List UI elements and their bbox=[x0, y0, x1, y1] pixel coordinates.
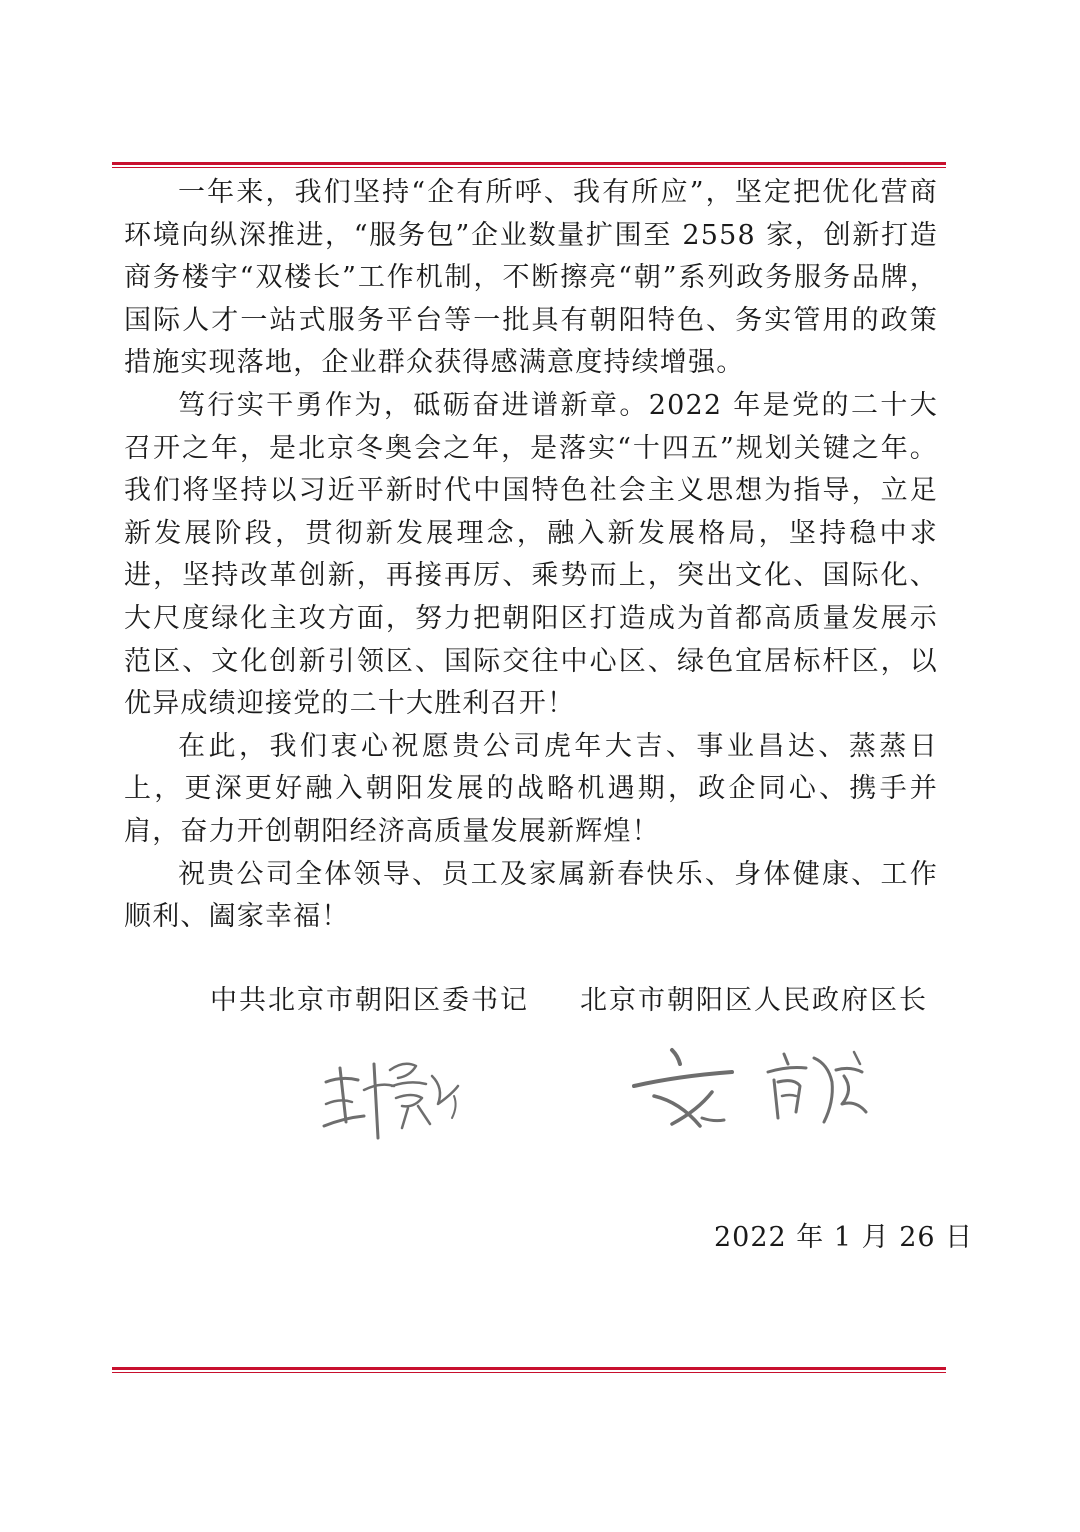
top-rule-thick-line bbox=[112, 162, 946, 165]
signer-title-party-secretary: 中共北京市朝阳区委书记 bbox=[210, 985, 529, 1016]
paragraph-1: 一年来，我们坚持“企有所呼、我有所应”，坚定把优化营商环境向纵深推进，“服务包”企业数量扩围至 2558 家，创新打造商务楼宇“双楼长”工作机制，不断擦亮“朝”系列政务服务品牌，国际人才一站式服务平台等一批具有朝阳特色、务实管用的政策措施实现落地，企业群众获得感满意度持续增强。 bbox=[124, 177, 938, 379]
paragraph-2: 笃行实干勇作为，砥砺奋进谱新章。2022 年是党的二十大召开之年，是北京冬奥会之年，是落实“十四五”规划关键之年。我们将坚持以习近平新时代中国特色社会主义思想为指导，立足新发展阶段，贯彻新发展理念，融入新发展格局，坚持稳中求进，坚持改革创新，再接再厉、乘势而上，突出文化、国际化、大尺度绿化主攻方面，努力把朝阳区打造成为首都高质量发展示范区、文化创新引领区、国际交往中心区、绿色宜居标杆区，以优异成绩迎接党的二十大胜利召开！ bbox=[124, 389, 938, 720]
handwritten-signature-left bbox=[318, 1046, 468, 1146]
letter-date: 2022 年 1 月 26 日 bbox=[714, 1222, 974, 1253]
handwritten-signature-right bbox=[628, 1042, 878, 1132]
letter-body bbox=[124, 172, 938, 939]
top-rule-thin-line bbox=[112, 167, 946, 168]
signer-titles bbox=[0, 978, 1080, 1028]
bottom-rule-thin-line bbox=[112, 1372, 946, 1373]
paragraph-4: 祝贵公司全体领导、员工及家属新春快乐、身体健康、工作顺利、阖家幸福！ bbox=[124, 858, 938, 933]
bottom-rule-thick-line bbox=[112, 1367, 946, 1370]
signer-title-district-mayor: 北京市朝阳区人民政府区长 bbox=[580, 985, 928, 1016]
bottom-red-rule bbox=[112, 1367, 946, 1374]
top-red-rule bbox=[112, 162, 946, 169]
paragraph-3: 在此，我们衷心祝愿贵公司虎年大吉、事业昌达、蒸蒸日上，更深更好融入朝阳发展的战略机遇期，政企同心、携手并肩，奋力开创朝阳经济高质量发展新辉煌！ bbox=[124, 730, 938, 847]
